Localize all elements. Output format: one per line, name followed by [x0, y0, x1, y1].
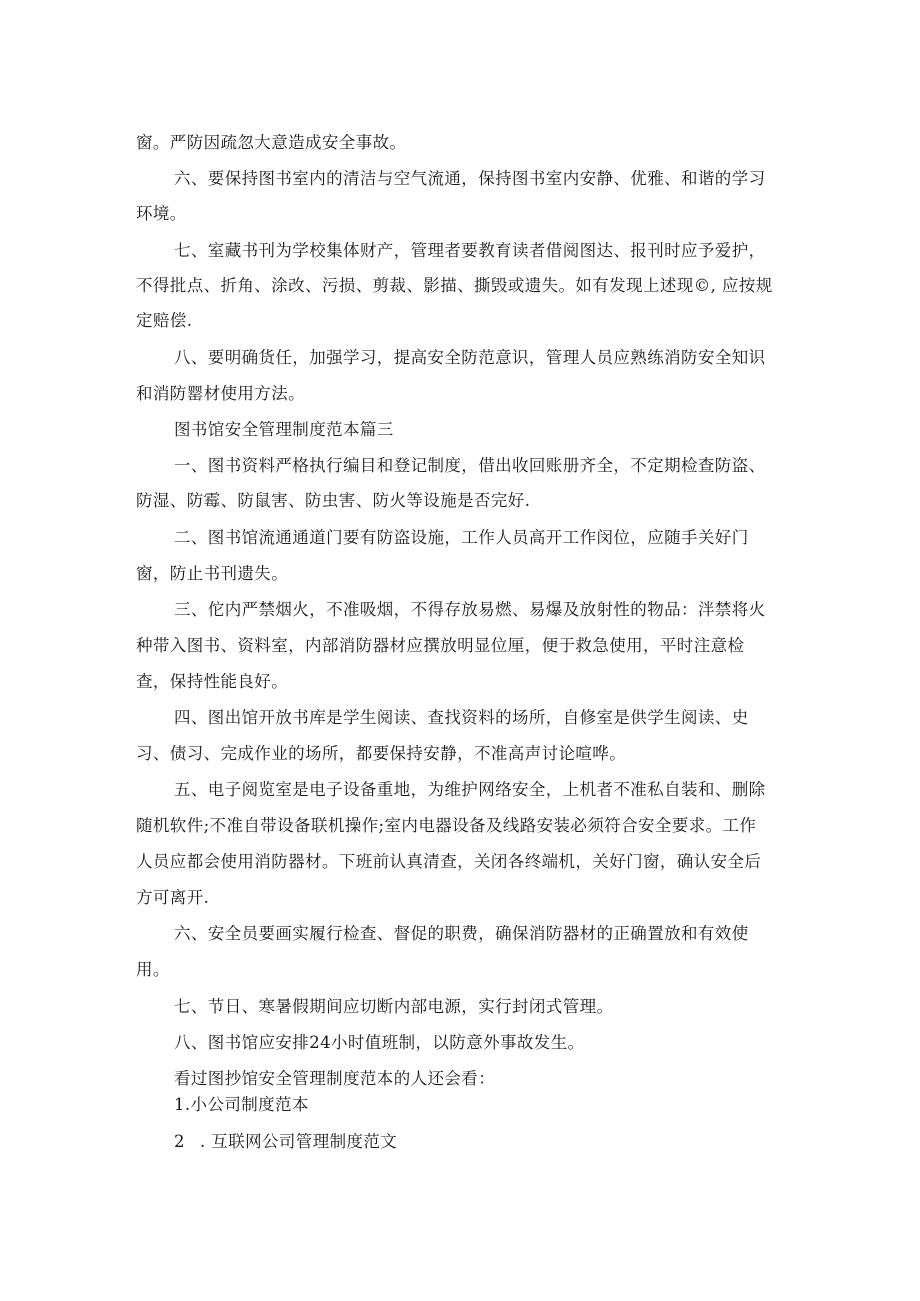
paragraph-line: 种带入图书、资料室，内部消防器材应撰放明显位厘，便于救急使用，平时注意检 — [136, 636, 745, 655]
paragraph-line: 三、佗内严禁烟火，不准吸烟，不得存放易燃、易爆及放射性的物品：泮禁将火 — [174, 600, 766, 619]
paragraph-line: 随机软件;不准自带设备联机操作;室内电器设备及线路安装必须符合安全要求。工作 — [136, 816, 757, 835]
paragraph-line: 窗，防止书刊遗失。 — [136, 564, 289, 583]
paragraph-line: 六、要保持图书室内的清洁与空气流通，保持图书室内安静、优雅、和谐的学习 — [174, 169, 766, 188]
related-link-2[interactable]: . 互联网公司管理制度范文 — [200, 1132, 398, 1151]
related-link-2-number: 2 — [174, 1132, 185, 1151]
paragraph-line: 五、电子阅览室是电子设备重地，为维护网络安全，上机者不准私自装和、删除 — [174, 780, 766, 799]
paragraph-line: 八、图书馆应安排24小时值班制，以防意外事故发生。 — [174, 1033, 585, 1052]
paragraph-line: 七、节日、寒暑假期间应切断内部电源，实行封闭式管理。 — [174, 997, 614, 1016]
paragraph-line: 人员应都会使用消防器材。下班前认真清查，关闭各终端机，关好门窗，确认安全后 — [136, 852, 762, 871]
related-heading: 看过图抄馆安全管理制度范本的人还会看： — [174, 1069, 496, 1088]
paragraph-line: 七、室藏书刊为学校集体财产，管理者要教育读者借阅图达、报刊时应予爱护， — [174, 241, 766, 260]
paragraph-line: 八、要明确货任，加强学习，提高安全防范意识，管理人员应熟练消防安全知识 — [174, 348, 766, 367]
paragraph-line: 一、图书资料严格执行编目和登记制度，借出收回账册齐全，不定期检查防盗、 — [174, 456, 766, 475]
paragraph-line: 用。 — [136, 960, 170, 979]
paragraph-line: 窗。严防因疏忽大意造成安全事故。 — [136, 133, 407, 152]
related-link-1[interactable]: 1.小公司制度范本 — [174, 1095, 309, 1114]
paragraph-line: 习、债习、完成作业的场所，都要保持安静，不准高声讨论喧哗。 — [136, 744, 627, 763]
paragraph-line: 和消防罂材使用方法。 — [136, 384, 305, 403]
paragraph-line: 二、图书馆流通通道门要有防盗设施，工作人员高开工作闵位，应随手关好门 — [174, 528, 749, 547]
paragraph-line: 不得批点、折角、涂改、污损、剪裁、影描、撕毁或遗失。如有发现上述现©, 应按规 — [136, 276, 773, 295]
paragraph-line: 方可离开. — [136, 888, 210, 907]
paragraph-line: 防湿、防霉、防鼠害、防虫害、防火等设施是否完好. — [136, 491, 531, 510]
paragraph-line: 环境。 — [136, 204, 187, 223]
paragraph-line: 六、安全员要画实履行检查、督促的职费，确保消防器材的正确置放和有效使 — [174, 924, 749, 943]
paragraph-line: 查，保持性能良好。 — [136, 672, 289, 691]
paragraph-line: 定赔偿. — [136, 311, 193, 330]
section-heading: 图书馆安全管理制度范本篇三 — [174, 420, 394, 439]
paragraph-line: 四、图出馆开放书库是学生阅读、查找资料的场所，自修室是供学生阅读、史 — [174, 708, 749, 727]
